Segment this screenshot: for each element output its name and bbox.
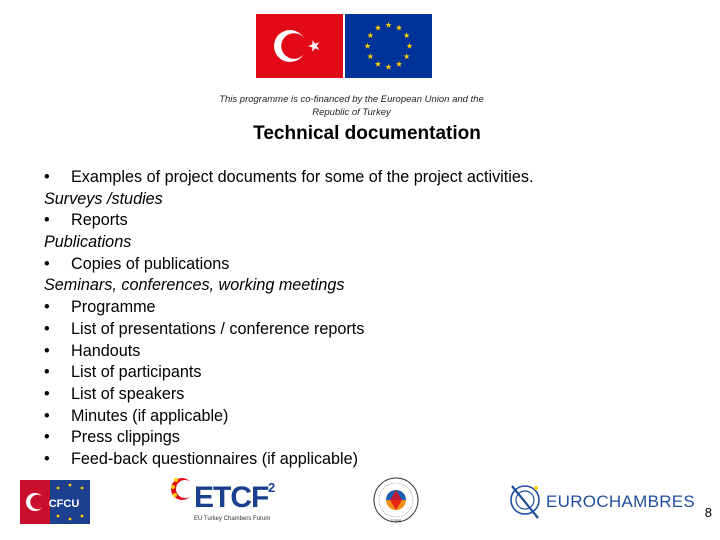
page-number: 8 xyxy=(704,505,712,520)
list-item xyxy=(44,167,684,189)
list-item-text: Feed-back questionnaires (if applicable) xyxy=(71,449,359,468)
bullet-icon: • xyxy=(44,298,50,317)
etcf-subtitle: EU Turkey Chambers Forum xyxy=(194,516,271,522)
list-item-text: Copies of publications xyxy=(71,254,230,273)
list-item xyxy=(44,210,684,232)
list-item xyxy=(44,254,684,276)
cofinance-note xyxy=(200,93,503,119)
turkey-flag-icon xyxy=(256,14,343,78)
page-title: Technical documentation xyxy=(253,123,481,144)
list-item-text: List of participants xyxy=(71,363,202,382)
bullet-icon: • xyxy=(44,254,50,273)
list-item xyxy=(44,297,684,319)
eurochambres-emblem-icon xyxy=(508,478,544,522)
list-item xyxy=(44,449,684,471)
eu-flag-icon xyxy=(345,14,432,78)
bullet-icon: • xyxy=(44,384,50,403)
section-heading-text: Seminars, conferences, working meetings xyxy=(44,276,345,295)
bullet-icon: • xyxy=(44,363,50,382)
list-item xyxy=(44,406,684,428)
list-item-text: Minutes (if applicable) xyxy=(71,406,229,425)
cfcu-logo-text: CFCU xyxy=(48,498,80,510)
list-item-text: Press clippings xyxy=(71,428,180,447)
bullet-icon: • xyxy=(44,168,50,186)
list-item-text: List of presentations / conference reports xyxy=(71,319,365,338)
bullet-icon: • xyxy=(44,319,50,338)
bullet-icon: • xyxy=(44,449,50,468)
etcf-superscript: 2 xyxy=(268,480,276,495)
list-item xyxy=(44,362,684,384)
list-item-text: List of speakers xyxy=(71,384,185,403)
flags-header xyxy=(256,14,432,78)
section-heading-text: Surveys /studies xyxy=(44,189,163,208)
list-item-text: Programme xyxy=(71,298,156,317)
list-item-text: Reports xyxy=(71,211,128,230)
list-item xyxy=(44,341,684,363)
list-item xyxy=(44,384,684,406)
bullet-icon: • xyxy=(44,341,50,360)
footer-logos xyxy=(0,472,720,536)
list-item xyxy=(44,427,684,449)
eurochambres-logo xyxy=(508,478,700,526)
section-heading-text: Publications xyxy=(44,233,132,252)
etcf-logo-text: ETCF xyxy=(194,481,269,514)
tobb-logo xyxy=(372,476,420,526)
bullet-icon: • xyxy=(44,406,50,425)
cofinance-line-1: This programme is co-financed by the European Union and the xyxy=(219,94,484,105)
cofinance-line-2: Republic of Turkey xyxy=(312,107,391,118)
section-heading xyxy=(44,232,684,254)
list-item-text: Examples of project documents for some of the project activities. xyxy=(71,168,534,186)
list-item-text: Handouts xyxy=(71,341,141,360)
etcf-logo xyxy=(158,474,288,530)
bullet-icon: • xyxy=(44,428,50,447)
tobb-logo-text: TOBB xyxy=(390,518,402,523)
list-item xyxy=(44,319,684,341)
eurochambres-logo-text: EUROCHAMBRES xyxy=(546,492,696,511)
bullet-icon: • xyxy=(44,211,50,230)
cfcu-logo xyxy=(20,480,90,524)
content-list xyxy=(44,167,684,471)
etcf-crescent-icon xyxy=(170,474,196,504)
section-heading xyxy=(44,189,684,211)
section-heading xyxy=(44,275,684,297)
